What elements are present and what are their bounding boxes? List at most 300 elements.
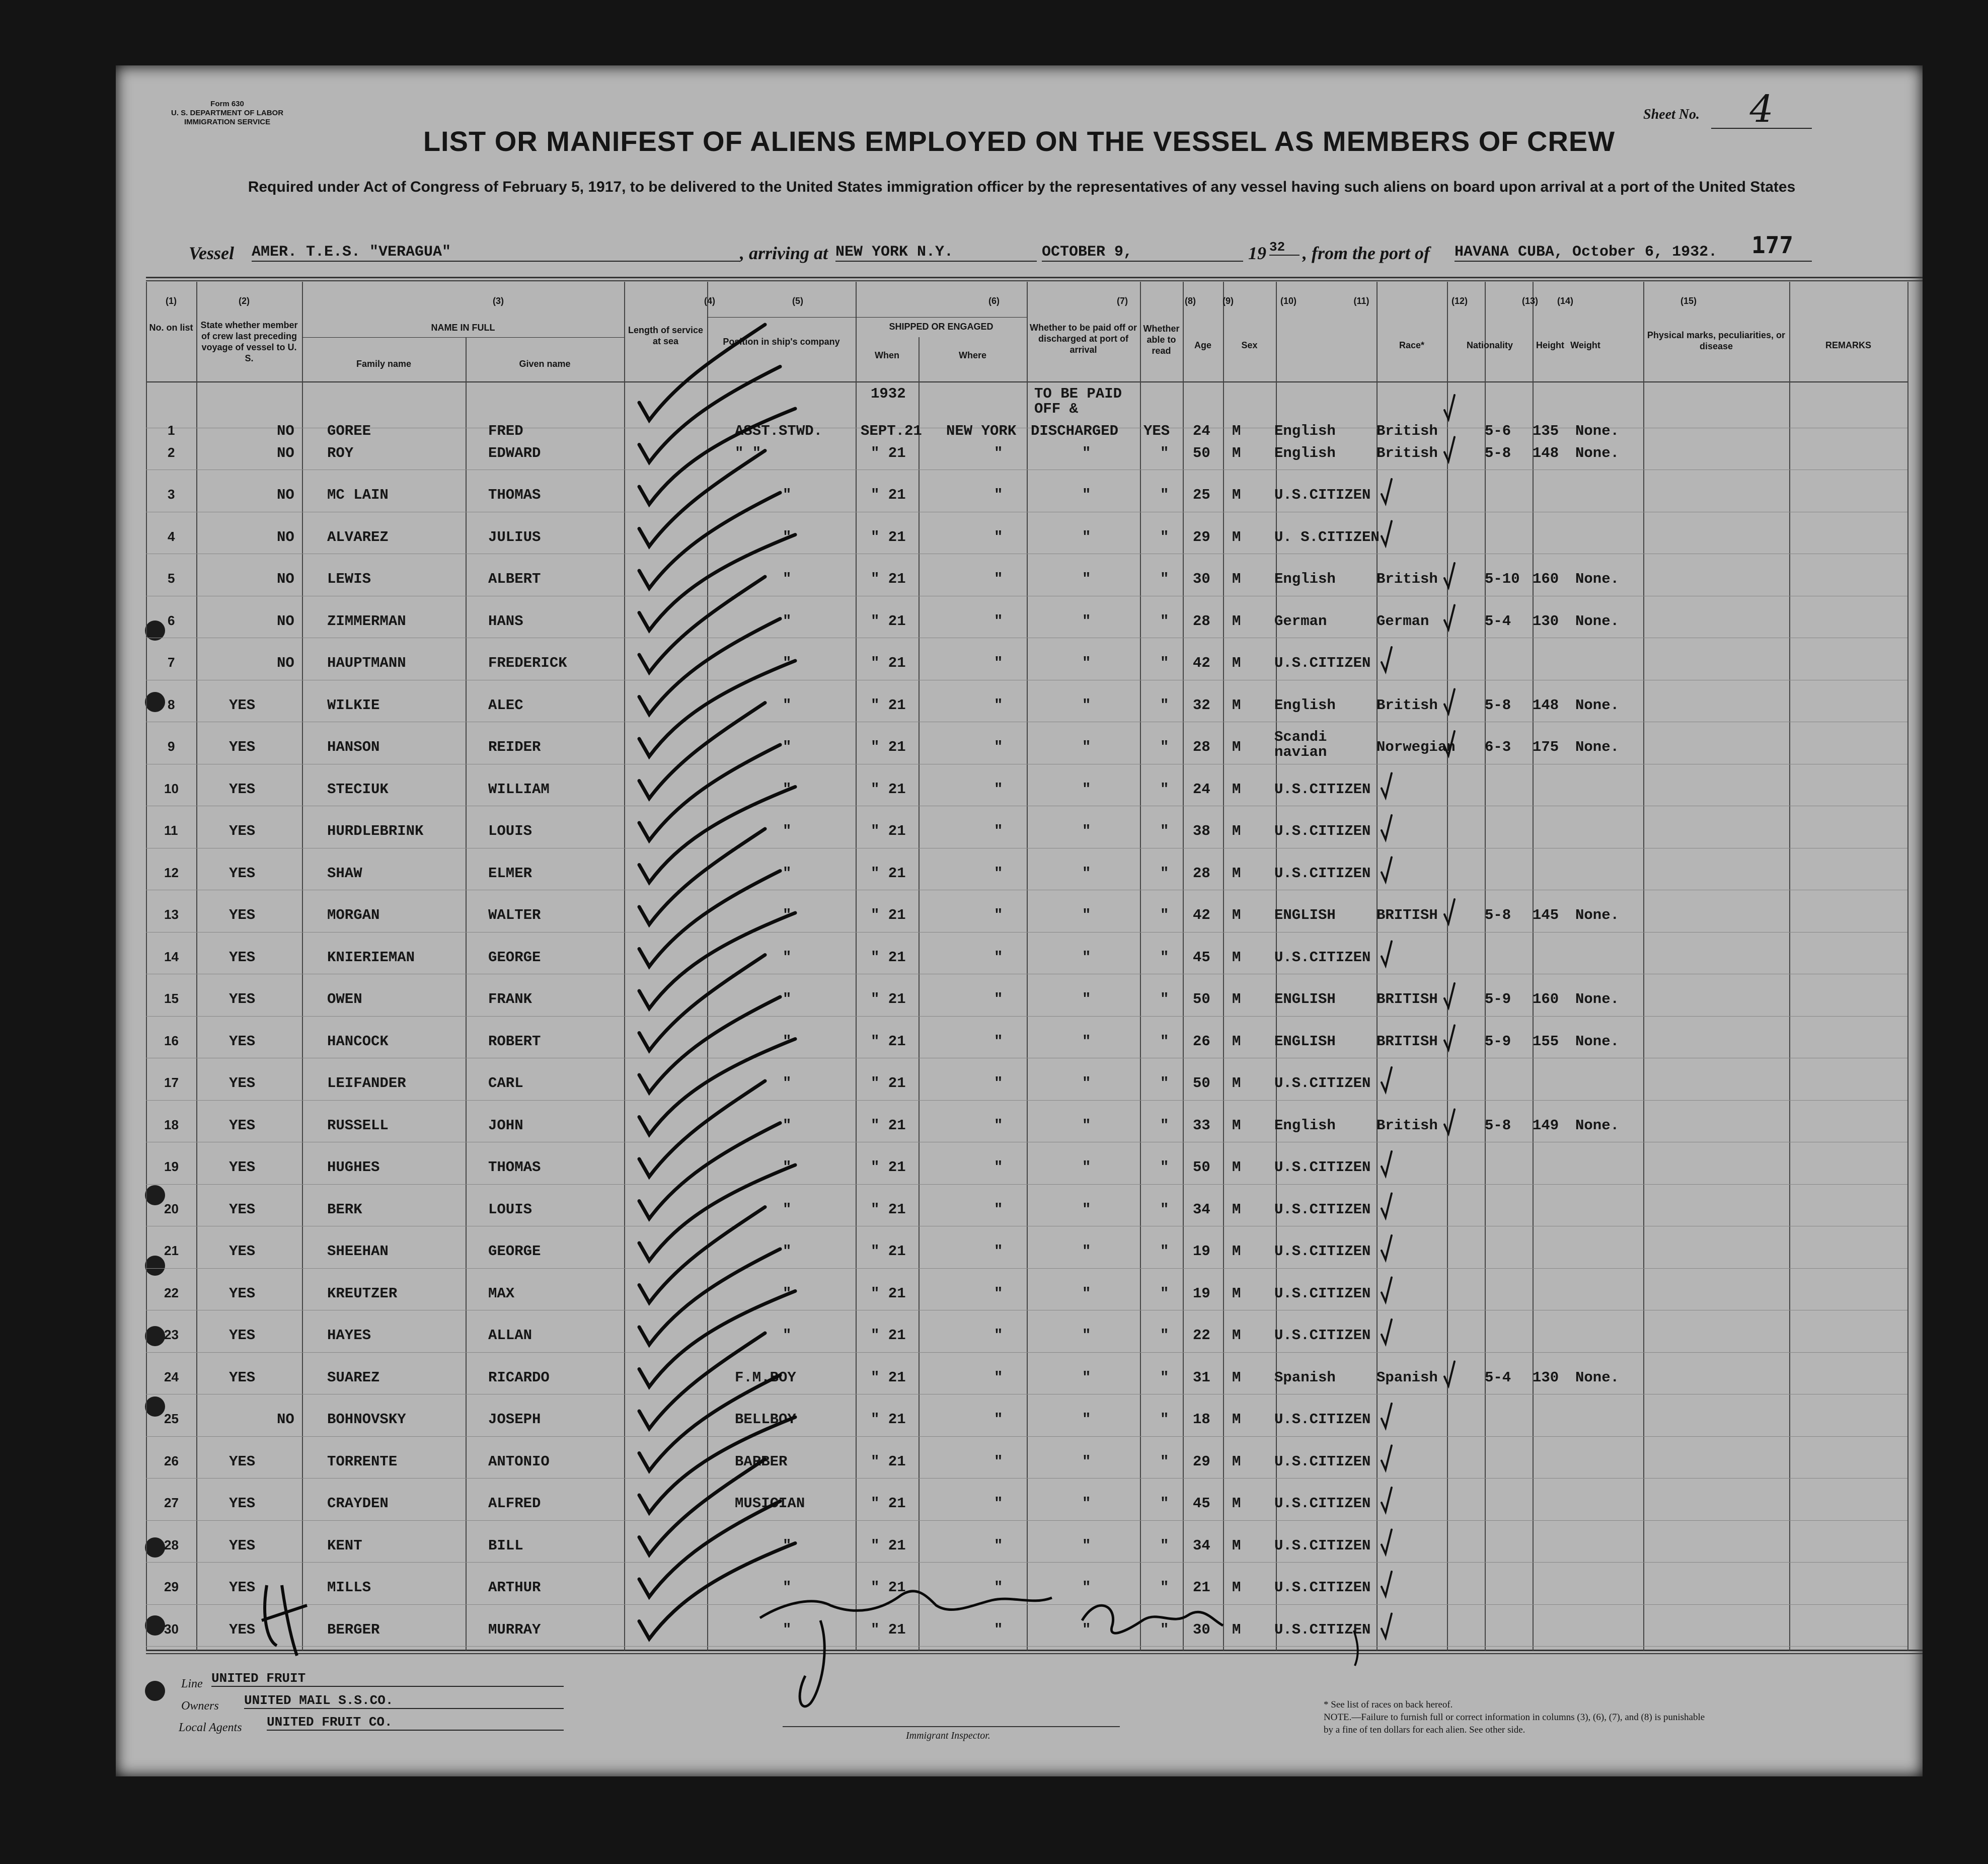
hdr-length-label: Length of service at sea [628,325,704,346]
cell-nationality: BRITISH [1377,907,1438,923]
cell-sex: M [1232,1327,1241,1344]
cell-family-name: BERGER [327,1621,380,1638]
cell-able-to-read: " [1160,655,1169,671]
cell-family-name: KENT [327,1537,362,1554]
cell-position: " [783,1579,792,1596]
cell-age: 33 [1193,1117,1210,1134]
tick-mark [1382,1278,1392,1302]
cell-age: 26 [1193,1033,1210,1050]
cell-shipped-where: " [994,1033,1003,1050]
cell-family-name: WILKIE [327,696,380,714]
cell-paid-off: " [1082,1327,1091,1344]
cell-previous-voyage: NO [277,571,294,587]
cell-given-name: ANTONIO [488,1453,550,1470]
arrival-date: OCTOBER 9, [1042,244,1243,262]
cell-sex: M [1232,865,1241,882]
cell-family-name: SHAW [327,865,362,882]
cell-paid-off: " [1082,1621,1091,1638]
cell-weight: 175 [1533,739,1559,755]
cell-race: U.S.CITIZEN [1274,1579,1371,1596]
cell-family-name: KNIERIEMAN [327,949,415,966]
cell-previous-voyage: YES [229,949,256,966]
cell-shipped-where: " [994,1285,1003,1302]
cell-position: " [783,528,792,546]
cell-shipped-where: " [994,991,1003,1007]
column-number: (12) [1451,296,1468,306]
cell-given-name: EDWARD [488,444,541,461]
cell-shipped-when: " 21 [871,1453,906,1470]
tick-mark [1382,815,1392,839]
cell-race: U.S.CITIZEN [1274,1621,1371,1638]
cell-age: 50 [1193,991,1210,1007]
cell-previous-voyage: YES [229,1285,256,1302]
cell-position: " [783,487,792,503]
cell-able-to-read: " [1160,1075,1169,1092]
check-mark [639,787,795,883]
cell-shipped-when: " 21 [871,655,906,671]
cell-shipped-when: " 21 [871,1075,906,1092]
cell-shipped-where: " [994,655,1003,671]
cell-previous-voyage: NO [277,528,294,546]
hdr-paid-off-label: Whether to be paid off or discharged at port of arrival [1030,323,1137,355]
paid-off-note: OFF & [1034,401,1079,417]
cell-shipped-where: " [994,1537,1003,1554]
cell-age: 19 [1193,1243,1210,1260]
hdr-member-last-label: State whether member of crew last preceding voyage of vessel to U. S. [200,320,298,363]
tick-mark [1444,395,1455,419]
arrival-year: 32 [1269,240,1299,256]
cell-position: " [783,1621,792,1638]
cell-position: " [783,696,792,714]
cell-shipped-when: " 21 [871,991,906,1007]
cell-age: 50 [1193,444,1210,461]
cell-paid-off: " [1082,528,1091,546]
cell-paid-off: " [1082,1579,1091,1596]
cell-position: " " [735,444,761,461]
column-number: (13) [1521,296,1538,306]
cell-row-number: 25 [164,1411,179,1426]
cell-given-name: FREDERICK [488,655,567,671]
cell-given-name: BILL [488,1537,523,1554]
cell-given-name: GEORGE [488,1243,541,1260]
cell-paid-off: " [1082,696,1091,714]
cell-nationality: Spanish [1377,1369,1438,1386]
check-mark [639,661,795,756]
cell-shipped-where: " [994,823,1003,839]
cell-family-name: HANSON [327,739,380,755]
cell-family-name: GOREE [327,423,371,439]
cell-able-to-read: " [1160,781,1169,798]
cell-sex: M [1232,1075,1241,1092]
page-number: 177 [1751,231,1794,259]
cell-previous-voyage: YES [229,823,256,839]
cell-sex: M [1232,1201,1241,1218]
cell-given-name: THOMAS [488,1159,541,1176]
cell-family-name: HANCOCK [327,1033,389,1050]
cell-paid-off: " [1082,1411,1091,1428]
cell-able-to-read: " [1160,1327,1169,1344]
cell-sex: M [1232,444,1241,461]
cell-race: English [1274,423,1336,439]
cell-race: U.S.CITIZEN [1274,1411,1371,1428]
cell-shipped-where: " [994,1495,1003,1512]
cell-row-number: 15 [164,991,179,1006]
handwritten-mark [262,1585,307,1656]
cell-family-name: BERK [327,1201,362,1218]
cell-position: " [783,991,792,1007]
cell-nationality: German [1377,612,1429,630]
cell-previous-voyage: NO [277,444,294,461]
cell-shipped-when: " 21 [871,823,906,839]
check-mark [639,1165,795,1261]
cell-position: " [783,907,792,923]
cell-position: " [783,739,792,755]
cell-paid-off: " [1082,1285,1091,1302]
cell-shipped-where: " [994,781,1003,798]
cell-given-name: REIDER [488,739,541,755]
cell-shipped-when: " 21 [871,1243,906,1260]
cell-position: BARBER [735,1453,788,1470]
tick-mark [1382,1404,1392,1428]
cell-able-to-read: " [1160,1411,1169,1428]
from-port: HAVANA CUBA, October 6, 1932. [1455,244,1812,262]
tick-mark [1382,773,1392,798]
cell-position: " [783,1117,792,1134]
column-number: (10) [1280,296,1296,306]
tick-mark [1382,1446,1392,1470]
cell-race: U.S.CITIZEN [1274,1537,1371,1554]
cell-position: " [783,781,792,798]
cell-race: U.S.CITIZEN [1274,781,1371,798]
hdr-read-label: Whether able to read [1143,324,1180,356]
hdr-when-label: When [875,350,899,360]
cell-physical-marks: None. [1575,991,1620,1007]
cell-sex: M [1232,1411,1241,1428]
cell-physical-marks: None. [1575,444,1620,461]
cell-given-name: CARL [488,1075,523,1092]
check-mark [639,1417,795,1513]
cell-weight: 148 [1533,696,1559,714]
column-number: (14) [1557,296,1573,306]
cell-paid-off: DISCHARGED [1031,423,1119,439]
cell-sex: M [1232,1369,1241,1386]
column-number: (4) [704,296,715,306]
cell-given-name: RICARDO [488,1369,550,1386]
cell-able-to-read: " [1160,1285,1169,1302]
cell-previous-voyage: YES [229,1453,256,1470]
cell-previous-voyage: YES [229,907,256,923]
cell-given-name: ARTHUR [488,1579,541,1596]
cell-able-to-read: " [1160,823,1169,839]
cell-family-name: ALVAREZ [327,528,389,546]
tick-mark [1382,1572,1392,1596]
cell-shipped-when: " 21 [871,1411,906,1428]
cell-position: MUSICIAN [735,1495,805,1512]
column-number: (2) [239,296,250,306]
tick-mark [1444,1362,1455,1386]
tick-mark [1444,731,1455,755]
cell-shipped-where: " [994,1117,1003,1134]
cell-given-name: MURRAY [488,1621,541,1638]
paid-off-note: TO BE PAID [1034,385,1122,402]
cell-given-name: GEORGE [488,949,541,966]
cell-given-name: JOHN [488,1117,523,1134]
cell-nationality: British [1377,571,1438,587]
cell-shipped-where: NEW YORK [946,423,1017,439]
cell-sex: M [1232,1621,1241,1638]
form-department: U. S. DEPARTMENT OF LABOR [171,109,284,117]
cell-paid-off: " [1082,1159,1091,1176]
cell-able-to-read: " [1160,487,1169,503]
cell-family-name: MORGAN [327,907,380,923]
tick-mark [1444,605,1455,630]
cell-family-name: MILLS [327,1579,371,1596]
cell-sex: M [1232,991,1241,1007]
handwriting-layer [116,65,1923,1776]
tick-mark [1444,1110,1455,1134]
cell-row-number: 19 [164,1159,179,1174]
cell-able-to-read: " [1160,1117,1169,1134]
cell-physical-marks: None. [1575,696,1620,714]
cell-able-to-read: " [1160,865,1169,882]
cell-sex: M [1232,1159,1241,1176]
check-mark [639,1459,765,1555]
cell-shipped-when: " 21 [871,781,906,798]
cell-sex: M [1232,739,1241,755]
cell-race: U. S.CITIZEN [1274,528,1380,546]
hdr-family-label: Family name [356,359,412,369]
cell-race: ENGLISH [1274,907,1336,923]
cell-position: " [783,1285,792,1302]
cell-shipped-when: " 21 [871,528,906,546]
inspector-signature [1082,1605,1223,1633]
cell-weight: 148 [1533,444,1559,461]
cell-previous-voyage: NO [277,612,294,630]
cell-weight: 130 [1533,1369,1559,1386]
tick-mark [1382,1194,1392,1218]
cell-row-number: 12 [164,865,179,880]
cell-previous-voyage: YES [229,696,256,714]
tick-mark [1444,983,1455,1007]
cell-previous-voyage: NO [277,487,294,503]
cell-age: 34 [1193,1201,1210,1218]
tick-mark [1382,858,1392,882]
cell-row-number: 27 [164,1495,179,1510]
cell-row-number: 4 [168,528,175,544]
cell-shipped-where: " [994,1369,1003,1386]
cell-nationality: BRITISH [1377,1033,1438,1050]
cell-given-name: ALBERT [488,571,541,587]
cell-sex: M [1232,781,1241,798]
cell-paid-off: " [1082,1075,1091,1092]
hdr-given-label: Given name [519,359,571,369]
cell-given-name: FRANK [488,991,532,1007]
cell-row-number: 22 [164,1285,179,1300]
tick-mark [1382,1067,1392,1092]
cell-paid-off: " [1082,444,1091,461]
cell-race: German [1274,612,1327,630]
cell-row-number: 26 [164,1453,179,1468]
column-number: (11) [1353,296,1369,306]
owners-value: UNITED MAIL S.S.CO. [244,1693,564,1709]
hdr-no-label: No. on list [149,323,193,333]
cell-paid-off: " [1082,781,1091,798]
cell-height: 5-8 [1485,907,1511,923]
cell-given-name: JOSEPH [488,1411,541,1428]
tick-mark [1444,1026,1455,1050]
shipped-year: 1932 [871,385,906,402]
hdr-sex-label: Sex [1241,340,1258,350]
cell-previous-voyage: YES [229,1075,256,1092]
cell-family-name: HURDLEBRINK [327,823,424,839]
column-number: (15) [1680,296,1697,306]
hdr-name-label: NAME IN FULL [431,323,495,333]
cell-height: 5-8 [1485,444,1511,461]
cell-previous-voyage: YES [229,739,256,755]
column-number: (8) [1185,296,1196,306]
cell-shipped-when: " 21 [871,1327,906,1344]
cell-able-to-read: " [1160,444,1169,461]
cell-shipped-where: " [994,1621,1003,1638]
column-number: (9) [1222,296,1234,306]
cell-shipped-where: " [994,612,1003,630]
form-number: Form 630 [210,100,244,108]
cell-sex: M [1232,949,1241,966]
vessel-name: AMER. T.E.S. "VERAGUA" [252,244,740,262]
cell-given-name: ALEC [488,696,523,714]
vessel-label: Vessel [189,243,234,263]
cell-family-name: SHEEHAN [327,1243,389,1260]
cell-given-name: MAX [488,1285,515,1302]
cell-race: U.S.CITIZEN [1274,487,1371,503]
cell-previous-voyage: YES [229,1579,256,1596]
cell-shipped-where: " [994,1453,1003,1470]
cell-able-to-read: " [1160,1495,1169,1512]
cell-sex: M [1232,571,1241,587]
cell-shipped-where: " [994,949,1003,966]
cell-race: ENGLISH [1274,1033,1336,1050]
cell-physical-marks: None. [1575,739,1620,755]
cell-position: " [783,612,792,630]
cell-row-number: 8 [168,696,175,712]
cell-physical-marks: None. [1575,571,1620,587]
cell-race: U.S.CITIZEN [1274,823,1371,839]
check-mark [639,955,765,1051]
cell-position: " [783,1033,792,1050]
tick-mark [1382,1319,1392,1344]
cell-able-to-read: " [1160,696,1169,714]
cell-position: BELLBOY [735,1411,796,1428]
column-number: (1) [166,296,177,306]
cell-paid-off: " [1082,991,1091,1007]
races-note: * See list of races on back hereof. [1324,1699,1453,1710]
column-number: (7) [1117,296,1128,306]
cell-weight: 135 [1533,423,1559,439]
cell-able-to-read: " [1160,1369,1169,1386]
cell-able-to-read: " [1160,907,1169,923]
cell-paid-off: " [1082,1201,1091,1218]
cell-family-name: MC LAIN [327,487,389,503]
cell-height: 5-10 [1485,571,1520,587]
cell-age: 30 [1193,1621,1210,1638]
cell-paid-off: " [1082,571,1091,587]
cell-sex: M [1232,1453,1241,1470]
cell-age: 34 [1193,1537,1210,1554]
cell-weight: 149 [1533,1117,1559,1134]
hdr-physical-label: Physical marks, peculiarities, or disease [1647,330,1786,351]
check-mark [639,1291,795,1387]
hdr-where-label: Where [958,350,986,360]
agents-label: Local Agents [179,1721,242,1734]
cell-row-number: 21 [164,1243,179,1258]
cell-given-name: ELMER [488,865,532,882]
cell-nationality: Norwegian [1377,739,1456,755]
cell-race: English [1274,696,1336,714]
cell-given-name: ALLAN [488,1327,532,1344]
cell-given-name: THOMAS [488,487,541,503]
cell-shipped-when: " 21 [871,444,906,461]
cell-height: 5-8 [1485,1117,1511,1134]
check-mark [639,1039,795,1135]
cell-shipped-when: " 21 [871,1285,906,1302]
cell-sex: M [1232,1033,1241,1050]
cell-previous-voyage: YES [229,1243,256,1260]
check-mark [639,1543,795,1639]
cell-age: 19 [1193,1285,1210,1302]
cell-shipped-where: " [994,571,1003,587]
cell-position: " [783,865,792,882]
cell-row-number: 20 [164,1201,179,1216]
cell-able-to-read: " [1160,1033,1169,1050]
arriving-label: , arriving at [740,243,828,263]
cell-age: 18 [1193,1411,1210,1428]
cell-row-number: 23 [164,1327,179,1342]
cell-shipped-when: " 21 [871,907,906,923]
tick-mark [1444,689,1455,714]
cell-age: 42 [1193,907,1210,923]
cell-age: 21 [1193,1579,1210,1596]
cell-paid-off: " [1082,865,1091,882]
tick-mark [1382,1235,1392,1260]
cell-row-number: 13 [164,907,179,922]
cell-shipped-where: " [994,1327,1003,1344]
cell-given-name: LOUIS [488,1201,532,1218]
cell-shipped-when: " 21 [871,1117,906,1134]
cell-row-number: 10 [164,781,179,796]
cell-race: English [1274,571,1336,587]
cell-shipped-when: " 21 [871,612,906,630]
cell-position: " [783,655,792,671]
cell-age: 42 [1193,655,1210,671]
cell-shipped-when: " 21 [871,696,906,714]
cell-shipped-where: " [994,739,1003,755]
arrival-year-prefix: 19 [1248,243,1266,263]
cell-paid-off: " [1082,739,1091,755]
line-label: Line [181,1677,203,1690]
cell-height: 5-4 [1485,612,1511,630]
cell-height: 5-8 [1485,696,1511,714]
cell-family-name: STECIUK [327,781,389,798]
cell-paid-off: " [1082,1537,1091,1554]
cell-shipped-where: " [994,487,1003,503]
cell-previous-voyage: YES [229,1369,256,1386]
cell-previous-voyage: YES [229,781,256,798]
cell-nationality: BRITISH [1377,991,1438,1007]
tick-mark [1444,437,1455,461]
line-value: UNITED FRUIT [211,1671,564,1687]
inspector-signature-line [783,1726,1120,1727]
cell-sex: M [1232,1579,1241,1596]
